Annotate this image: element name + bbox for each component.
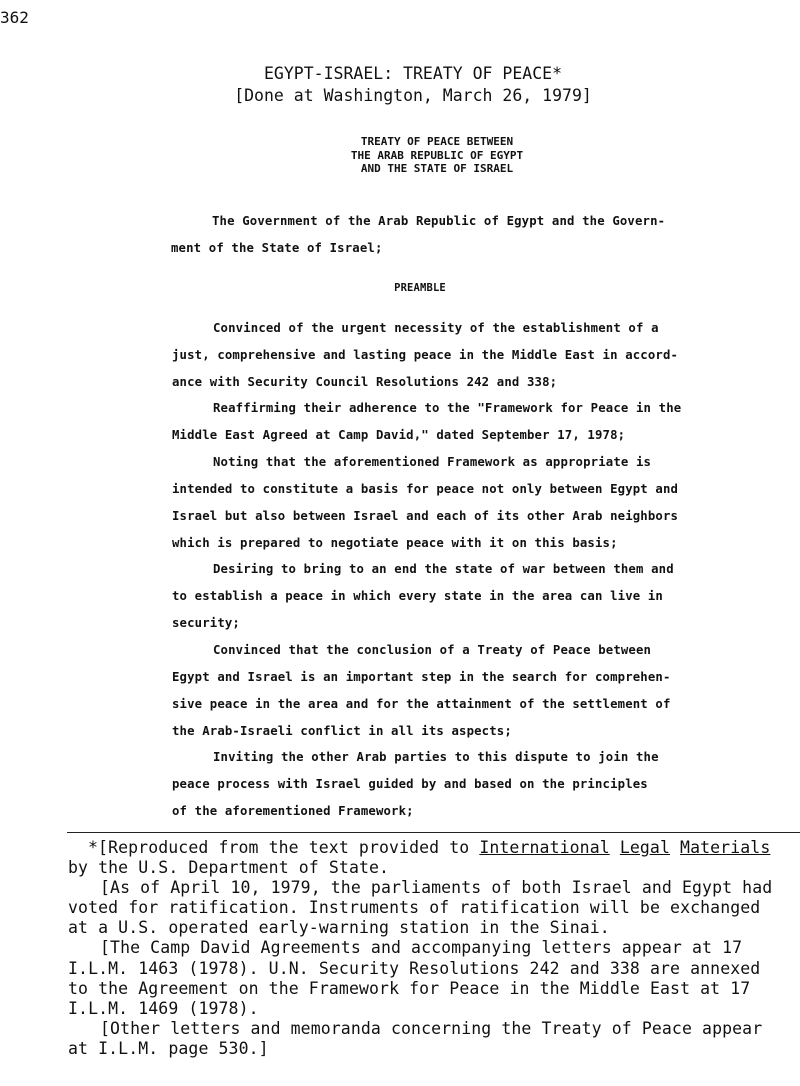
footnote-line: [As of April 10, 1979, the parliaments of both Israel and Egypt had [100, 878, 773, 897]
document-title: EGYPT-ISRAEL: TREATY OF PEACE* [263, 64, 562, 83]
body-line: Inviting the other Arab parties to this dispute to join the [213, 750, 659, 764]
footnote-line: I.L.M. 1469 (1978). [68, 999, 259, 1018]
footnote-text: *[Reproduced from the text provided to [88, 838, 480, 857]
body-line: peace process with Israel guided by and based on the principles [172, 777, 648, 791]
footnote-line: voted for ratification. Instruments of ratification will be exchanged [68, 898, 761, 917]
preamble-heading: PREAMBLE [394, 282, 446, 294]
body-line: of the aforementioned Framework; [172, 804, 414, 818]
body-line: Convinced that the conclusion of a Treaty of Peace between [213, 643, 652, 657]
footnote-line: at a U.S. operated early-warning station in the Sinai. [68, 918, 610, 937]
footnote-line: at I.L.M. page 530.] [68, 1039, 269, 1058]
footnote-underlined-title: Materials [680, 838, 771, 857]
body-line: Noting that the aforementioned Framework as appropriate is [213, 455, 652, 469]
body-line: just, comprehensive and lasting peace in the Middle East in accord- [172, 348, 679, 362]
footnote-line: by the U.S. Department of State. [68, 858, 390, 877]
body-line: Reaffirming their adherence to the "Framework for Peace in the [213, 401, 682, 415]
footnote-underlined-title: International [479, 838, 610, 857]
footnote-line: I.L.M. 1463 (1978). U.N. Security Resolutions 242 and 338 are annexed [68, 959, 761, 978]
body-line: Israel but also between Israel and each of its other Arab neighbors [172, 509, 679, 523]
footnote-line: to the Agreement on the Framework for Peace in the Middle East at 17 [68, 979, 751, 998]
document-subtitle: [Done at Washington, March 26, 1979] [234, 86, 592, 105]
body-line: Convinced of the urgent necessity of the establishment of a [213, 321, 659, 335]
body-line: Desiring to bring to an end the state of war between them and [213, 562, 674, 576]
intro-line: The Government of the Arab Republic of Egypt and the Govern- [212, 214, 666, 228]
body-line: the Arab-Israeli conflict in all its aspects; [172, 724, 512, 738]
footnote-line [88, 838, 770, 857]
treaty-heading-line: TREATY OF PEACE BETWEEN [360, 135, 514, 148]
body-line: Middle East Agreed at Camp David," dated September 17, 1978; [172, 428, 626, 442]
footnote-underlined-title: Legal [619, 838, 670, 857]
intro-line: ment of the State of Israel; [171, 241, 383, 255]
body-line: intended to constitute a basis for peace not only between Egypt and [172, 482, 679, 496]
footnote-line: [Other letters and memoranda concerning the Treaty of Peace appear [100, 1019, 763, 1038]
body-line: Egypt and Israel is an important step in the search for comprehen- [172, 670, 671, 684]
footnote-rule [67, 832, 800, 833]
footnote-line: [The Camp David Agreements and accompanying letters appear at 17 [100, 938, 743, 957]
page-number: 362 [0, 8, 29, 27]
body-line: ance with Security Council Resolutions 242 and 338; [172, 375, 558, 389]
body-line: security; [172, 616, 240, 630]
body-line: which is prepared to negotiate peace with it on this basis; [172, 536, 618, 550]
body-line: sive peace in the area and for the attainment of the settlement of [172, 697, 671, 711]
treaty-heading-line: THE ARAB REPUBLIC OF EGYPT [350, 149, 524, 162]
body-line: to establish a peace in which every state in the area can live in [172, 589, 663, 603]
treaty-heading-line: AND THE STATE OF ISRAEL [360, 162, 514, 175]
